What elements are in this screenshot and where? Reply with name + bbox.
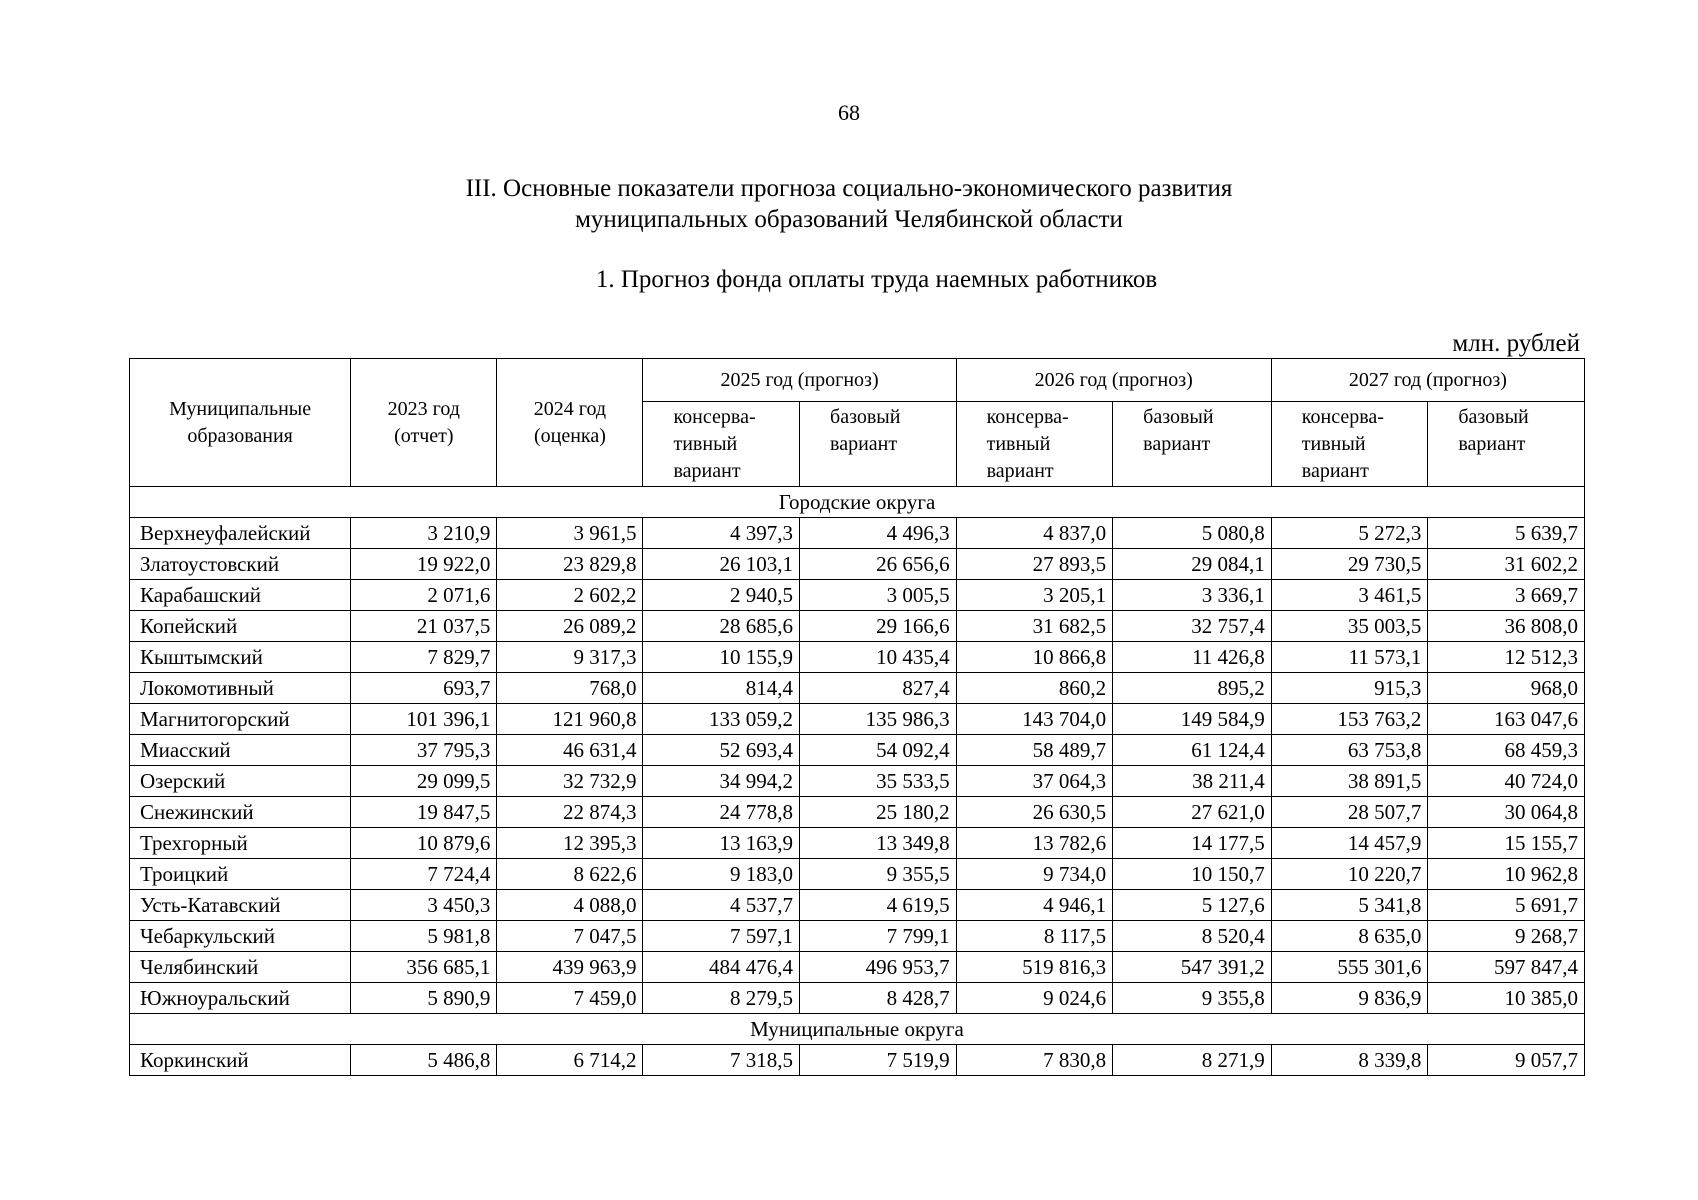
value-cell: 7 724,4 — [351, 859, 497, 890]
value-cell: 8 635,0 — [1271, 921, 1428, 952]
municipality-name: Южноуральский — [130, 983, 351, 1014]
value-cell: 9 355,5 — [800, 859, 957, 890]
value-cell: 9 734,0 — [956, 859, 1113, 890]
municipality-name: Троицкий — [130, 859, 351, 890]
value-cell: 38 211,4 — [1113, 766, 1272, 797]
value-cell: 8 622,6 — [497, 859, 643, 890]
value-cell: 12 395,3 — [497, 828, 643, 859]
value-cell: 9 836,9 — [1271, 983, 1428, 1014]
municipality-name: Снежинский — [130, 797, 351, 828]
value-cell: 163 047,6 — [1428, 704, 1585, 735]
table-row — [130, 859, 1585, 890]
municipality-name: Коркинский — [130, 1045, 351, 1076]
value-cell: 13 782,6 — [956, 828, 1113, 859]
value-cell: 8 271,9 — [1113, 1045, 1272, 1076]
value-cell: 26 656,6 — [800, 549, 957, 580]
value-cell: 8 117,5 — [956, 921, 1113, 952]
table-subtitle: 1. Прогноз фонда оплаты труда наемных работников — [595, 266, 1158, 293]
header-2027-conservative: консерва-тивный вариант — [1271, 402, 1428, 487]
value-cell: 5 080,8 — [1113, 518, 1272, 549]
table-row — [130, 983, 1585, 1014]
section-row — [130, 487, 1585, 518]
value-cell: 36 808,0 — [1428, 611, 1585, 642]
title-line-2: муниципальных образований Челябинской области — [575, 206, 1123, 233]
table-row — [130, 952, 1585, 983]
value-cell: 31 602,2 — [1428, 549, 1585, 580]
value-cell: 28 507,7 — [1271, 797, 1428, 828]
value-cell: 9 057,7 — [1428, 1045, 1585, 1076]
value-cell: 8 339,8 — [1271, 1045, 1428, 1076]
value-cell: 22 874,3 — [497, 797, 643, 828]
value-cell: 5 127,6 — [1113, 890, 1272, 921]
table-body — [130, 487, 1585, 1076]
value-cell: 121 960,8 — [497, 704, 643, 735]
value-cell: 10 155,9 — [643, 642, 800, 673]
value-cell: 58 489,7 — [956, 735, 1113, 766]
value-cell: 439 963,9 — [497, 952, 643, 983]
value-cell: 7 459,0 — [497, 983, 643, 1014]
title-line-1: III. Основные показатели прогноза социально-экономического развития — [465, 175, 1233, 202]
value-cell: 8 428,7 — [800, 983, 957, 1014]
header-2025-base: базовый вариант — [800, 402, 957, 487]
section-title: Муниципальные округа — [130, 1014, 1585, 1045]
value-cell: 9 317,3 — [497, 642, 643, 673]
value-cell: 15 155,7 — [1428, 828, 1585, 859]
value-cell: 597 847,4 — [1428, 952, 1585, 983]
value-cell: 2 071,6 — [351, 580, 497, 611]
value-cell: 68 459,3 — [1428, 735, 1585, 766]
table-row — [130, 518, 1585, 549]
value-cell: 3 005,5 — [800, 580, 957, 611]
value-cell: 915,3 — [1271, 673, 1428, 704]
value-cell: 13 349,8 — [800, 828, 957, 859]
value-cell: 4 837,0 — [956, 518, 1113, 549]
table-row — [130, 797, 1585, 828]
value-cell: 7 799,1 — [800, 921, 957, 952]
table-row — [130, 890, 1585, 921]
table-header — [130, 359, 1585, 487]
value-cell: 37 064,3 — [956, 766, 1113, 797]
value-cell: 5 981,8 — [351, 921, 497, 952]
value-cell: 3 336,1 — [1113, 580, 1272, 611]
value-cell: 14 177,5 — [1113, 828, 1272, 859]
value-cell: 29 166,6 — [800, 611, 957, 642]
value-cell: 40 724,0 — [1428, 766, 1585, 797]
value-cell: 149 584,9 — [1113, 704, 1272, 735]
value-cell: 10 866,8 — [956, 642, 1113, 673]
value-cell: 3 669,7 — [1428, 580, 1585, 611]
municipality-name: Магнитогорский — [130, 704, 351, 735]
value-cell: 519 816,3 — [956, 952, 1113, 983]
municipality-name: Трехгорный — [130, 828, 351, 859]
value-cell: 13 163,9 — [643, 828, 800, 859]
value-cell: 7 519,9 — [800, 1045, 957, 1076]
table-row — [130, 611, 1585, 642]
table-row — [130, 549, 1585, 580]
value-cell: 11 426,8 — [1113, 642, 1272, 673]
table-row — [130, 1045, 1585, 1076]
value-cell: 29 099,5 — [351, 766, 497, 797]
header-2023: 2023 год (отчет) — [351, 359, 497, 487]
value-cell: 135 986,3 — [800, 704, 957, 735]
value-cell: 5 272,3 — [1271, 518, 1428, 549]
value-cell: 32 732,9 — [497, 766, 643, 797]
value-cell: 24 778,8 — [643, 797, 800, 828]
value-cell: 496 953,7 — [800, 952, 957, 983]
value-cell: 8 520,4 — [1113, 921, 1272, 952]
value-cell: 37 795,3 — [351, 735, 497, 766]
value-cell: 63 753,8 — [1271, 735, 1428, 766]
value-cell: 5 890,9 — [351, 983, 497, 1014]
value-cell: 555 301,6 — [1271, 952, 1428, 983]
forecast-table — [129, 358, 1585, 1076]
value-cell: 29 084,1 — [1113, 549, 1272, 580]
table-row — [130, 704, 1585, 735]
value-cell: 52 693,4 — [643, 735, 800, 766]
value-cell: 25 180,2 — [800, 797, 957, 828]
value-cell: 29 730,5 — [1271, 549, 1428, 580]
value-cell: 19 847,5 — [351, 797, 497, 828]
value-cell: 5 691,7 — [1428, 890, 1585, 921]
value-cell: 5 639,7 — [1428, 518, 1585, 549]
value-cell: 4 946,1 — [956, 890, 1113, 921]
value-cell: 9 183,0 — [643, 859, 800, 890]
value-cell: 7 047,5 — [497, 921, 643, 952]
value-cell: 26 630,5 — [956, 797, 1113, 828]
value-cell: 5 486,8 — [351, 1045, 497, 1076]
value-cell: 7 830,8 — [956, 1045, 1113, 1076]
table-row — [130, 828, 1585, 859]
value-cell: 2 602,2 — [497, 580, 643, 611]
value-cell: 6 714,2 — [497, 1045, 643, 1076]
value-cell: 38 891,5 — [1271, 766, 1428, 797]
table-row — [130, 580, 1585, 611]
value-cell: 10 150,7 — [1113, 859, 1272, 890]
header-municipality: Муниципальные образования — [130, 359, 351, 487]
value-cell: 2 940,5 — [643, 580, 800, 611]
value-cell: 7 318,5 — [643, 1045, 800, 1076]
value-cell: 31 682,5 — [956, 611, 1113, 642]
value-cell: 27 893,5 — [956, 549, 1113, 580]
value-cell: 101 396,1 — [351, 704, 497, 735]
value-cell: 9 024,6 — [956, 983, 1113, 1014]
header-2027: 2027 год (прогноз) — [1271, 359, 1584, 402]
section-title: Городские округа — [130, 487, 1585, 518]
value-cell: 3 961,5 — [497, 518, 643, 549]
value-cell: 32 757,4 — [1113, 611, 1272, 642]
value-cell: 153 763,2 — [1271, 704, 1428, 735]
value-cell: 4 397,3 — [643, 518, 800, 549]
value-cell: 10 220,7 — [1271, 859, 1428, 890]
value-cell: 14 457,9 — [1271, 828, 1428, 859]
value-cell: 10 435,4 — [800, 642, 957, 673]
table-row — [130, 921, 1585, 952]
value-cell: 34 994,2 — [643, 766, 800, 797]
value-cell: 3 450,3 — [351, 890, 497, 921]
header-2025: 2025 год (прогноз) — [643, 359, 956, 402]
municipality-name: Кыштымский — [130, 642, 351, 673]
value-cell: 4 088,0 — [497, 890, 643, 921]
value-cell: 10 962,8 — [1428, 859, 1585, 890]
value-cell: 133 059,2 — [643, 704, 800, 735]
table-row — [130, 766, 1585, 797]
value-cell: 814,4 — [643, 673, 800, 704]
table-row — [130, 642, 1585, 673]
value-cell: 19 922,0 — [351, 549, 497, 580]
value-cell: 9 355,8 — [1113, 983, 1272, 1014]
municipality-name: Локомотивный — [130, 673, 351, 704]
municipality-name: Миасский — [130, 735, 351, 766]
value-cell: 3 210,9 — [351, 518, 497, 549]
header-2027-base: базовый вариант — [1428, 402, 1585, 487]
document-title — [0, 173, 1698, 235]
table-row — [130, 735, 1585, 766]
municipality-name: Верхнеуфалейский — [130, 518, 351, 549]
value-cell: 35 003,5 — [1271, 611, 1428, 642]
value-cell: 968,0 — [1428, 673, 1585, 704]
value-cell: 860,2 — [956, 673, 1113, 704]
value-cell: 12 512,3 — [1428, 642, 1585, 673]
table-row — [130, 673, 1585, 704]
value-cell: 484 476,4 — [643, 952, 800, 983]
value-cell: 10 385,0 — [1428, 983, 1585, 1014]
value-cell: 3 205,1 — [956, 580, 1113, 611]
value-cell: 4 537,7 — [643, 890, 800, 921]
page-number: 68 — [838, 100, 860, 125]
municipality-name: Копейский — [130, 611, 351, 642]
municipality-name: Челябинский — [130, 952, 351, 983]
value-cell: 10 879,6 — [351, 828, 497, 859]
value-cell: 7 597,1 — [643, 921, 800, 952]
value-cell: 4 496,3 — [800, 518, 957, 549]
header-2026: 2026 год (прогноз) — [956, 359, 1271, 402]
value-cell: 547 391,2 — [1113, 952, 1272, 983]
value-cell: 21 037,5 — [351, 611, 497, 642]
value-cell: 11 573,1 — [1271, 642, 1428, 673]
value-cell: 4 619,5 — [800, 890, 957, 921]
value-cell: 768,0 — [497, 673, 643, 704]
value-cell: 9 268,7 — [1428, 921, 1585, 952]
value-cell: 26 103,1 — [643, 549, 800, 580]
value-cell: 54 092,4 — [800, 735, 957, 766]
value-cell: 35 533,5 — [800, 766, 957, 797]
value-cell: 46 631,4 — [497, 735, 643, 766]
value-cell: 27 621,0 — [1113, 797, 1272, 828]
units-label: млн. рублей — [1452, 330, 1580, 357]
municipality-name: Златоустовский — [130, 549, 351, 580]
header-2024: 2024 год (оценка) — [497, 359, 643, 487]
value-cell: 8 279,5 — [643, 983, 800, 1014]
value-cell: 143 704,0 — [956, 704, 1113, 735]
value-cell: 827,4 — [800, 673, 957, 704]
value-cell: 3 461,5 — [1271, 580, 1428, 611]
municipality-name: Усть-Катавский — [130, 890, 351, 921]
value-cell: 23 829,8 — [497, 549, 643, 580]
municipality-name: Карабашский — [130, 580, 351, 611]
municipality-name: Озерский — [130, 766, 351, 797]
header-2025-conservative: консерва-тивный вариант — [643, 402, 800, 487]
value-cell: 28 685,6 — [643, 611, 800, 642]
value-cell: 5 341,8 — [1271, 890, 1428, 921]
municipality-name: Чебаркульский — [130, 921, 351, 952]
value-cell: 7 829,7 — [351, 642, 497, 673]
value-cell: 61 124,4 — [1113, 735, 1272, 766]
header-2026-conservative: консерва-тивный вариант — [956, 402, 1113, 487]
value-cell: 30 064,8 — [1428, 797, 1585, 828]
value-cell: 26 089,2 — [497, 611, 643, 642]
value-cell: 356 685,1 — [351, 952, 497, 983]
value-cell: 895,2 — [1113, 673, 1272, 704]
section-row — [130, 1014, 1585, 1045]
header-2026-base: базовый вариант — [1113, 402, 1272, 487]
value-cell: 693,7 — [351, 673, 497, 704]
